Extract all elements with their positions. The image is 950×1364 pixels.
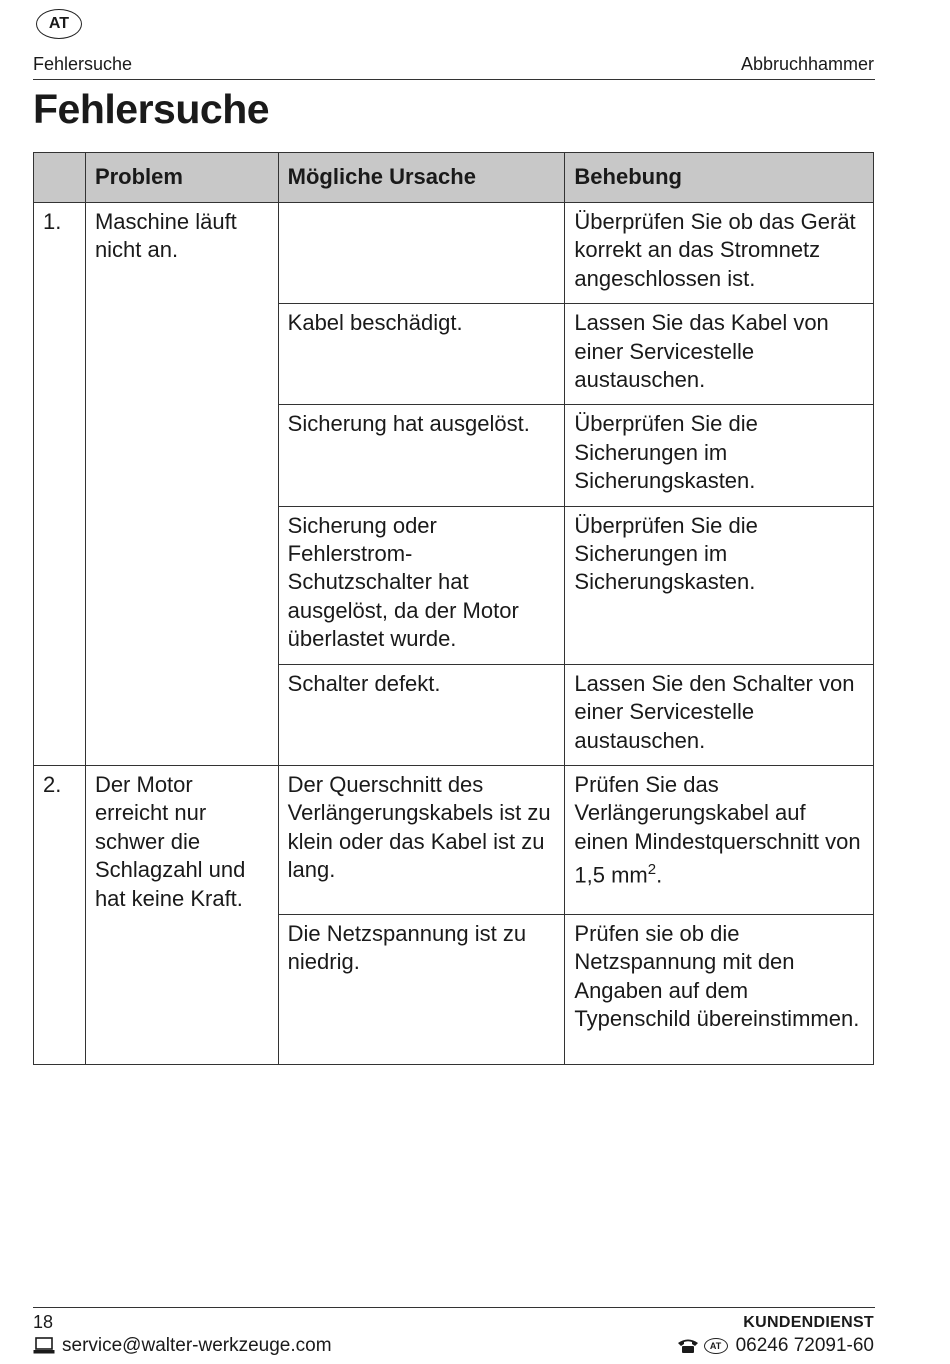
cause-cell: Die Netzspannung ist zu niedrig. [278, 914, 565, 1064]
fix-cell: Prüfen sie ob die Netzspannung mit den Angaben auf dem Typenschild übereinstimmen. [565, 914, 874, 1064]
cause-cell: Schalter defekt. [278, 664, 565, 765]
fix-cell: Lassen Sie das Kabel von einer Servicestelle austauschen. [565, 304, 874, 405]
footer-phone [677, 1335, 874, 1357]
fix-cell: Überprüfen Sie ob das Gerät korrekt an das Stromnetz angeschlossen ist. [565, 203, 874, 304]
header-problem: Problem [85, 153, 278, 203]
cause-cell: Sicherung oder Fehlerstrom-Schutzschalter hat ausgelöst, da der Motor überlastet wurde. [278, 506, 565, 664]
country-badge: AT [36, 9, 82, 39]
footer-email [33, 1335, 332, 1357]
row-number: 2. [34, 765, 86, 1064]
problem-cell: Der Motor erreicht nur schwer die Schlagzahl und hat keine Kraft. [85, 765, 278, 1064]
fix-cell: Überprüfen Sie die Sicherungen im Sicherungskasten. [565, 405, 874, 506]
cause-cell: Kabel beschädigt. [278, 304, 565, 405]
header-fix: Behebung [565, 153, 874, 203]
header-divider [33, 79, 875, 80]
fix-cell [565, 765, 874, 914]
service-label: KUNDENDIENST [743, 1314, 874, 1331]
table-header-row [34, 153, 874, 203]
cause-cell: Der Querschnitt des Verlängerungskabels ist zu klein oder das Kabel ist zu lang. [278, 765, 565, 914]
fix-text: Prüfen Sie das Verlängerungskabel auf einen Mindestquerschnitt von 1,5 mm [574, 771, 861, 888]
page-number: 18 [33, 1312, 54, 1332]
phone-country-badge: AT [704, 1338, 728, 1354]
laptop-icon [33, 1337, 55, 1355]
superscript: 2 [647, 861, 657, 879]
troubleshooting-table [33, 152, 874, 1065]
footer-divider [33, 1307, 875, 1308]
table-row [34, 203, 874, 304]
fix-text-end: . [656, 862, 663, 888]
fix-cell: Lassen Sie den Schalter von einer Servicestelle austauschen. [565, 664, 874, 765]
header-section: Fehlersuche [33, 54, 133, 74]
row-number: 1. [34, 203, 86, 766]
problem-cell: Maschine läuft nicht an. [85, 203, 278, 766]
phone-number[interactable]: 06246 72091-60 [735, 1335, 874, 1356]
header-num [34, 153, 86, 203]
cause-cell: Sicherung hat ausgelöst. [278, 405, 565, 506]
fix-cell: Überprüfen Sie die Sicherungen im Sicherungskasten. [565, 506, 874, 664]
table-row [34, 765, 874, 914]
cause-cell [278, 203, 565, 304]
page-title: Fehlersuche [33, 86, 270, 132]
telephone-icon [677, 1338, 699, 1354]
header-product: Abbruchhammer [740, 54, 874, 74]
header-cause: Mögliche Ursache [278, 153, 565, 203]
email-address[interactable]: service@walter-werkzeuge.com [62, 1335, 332, 1356]
